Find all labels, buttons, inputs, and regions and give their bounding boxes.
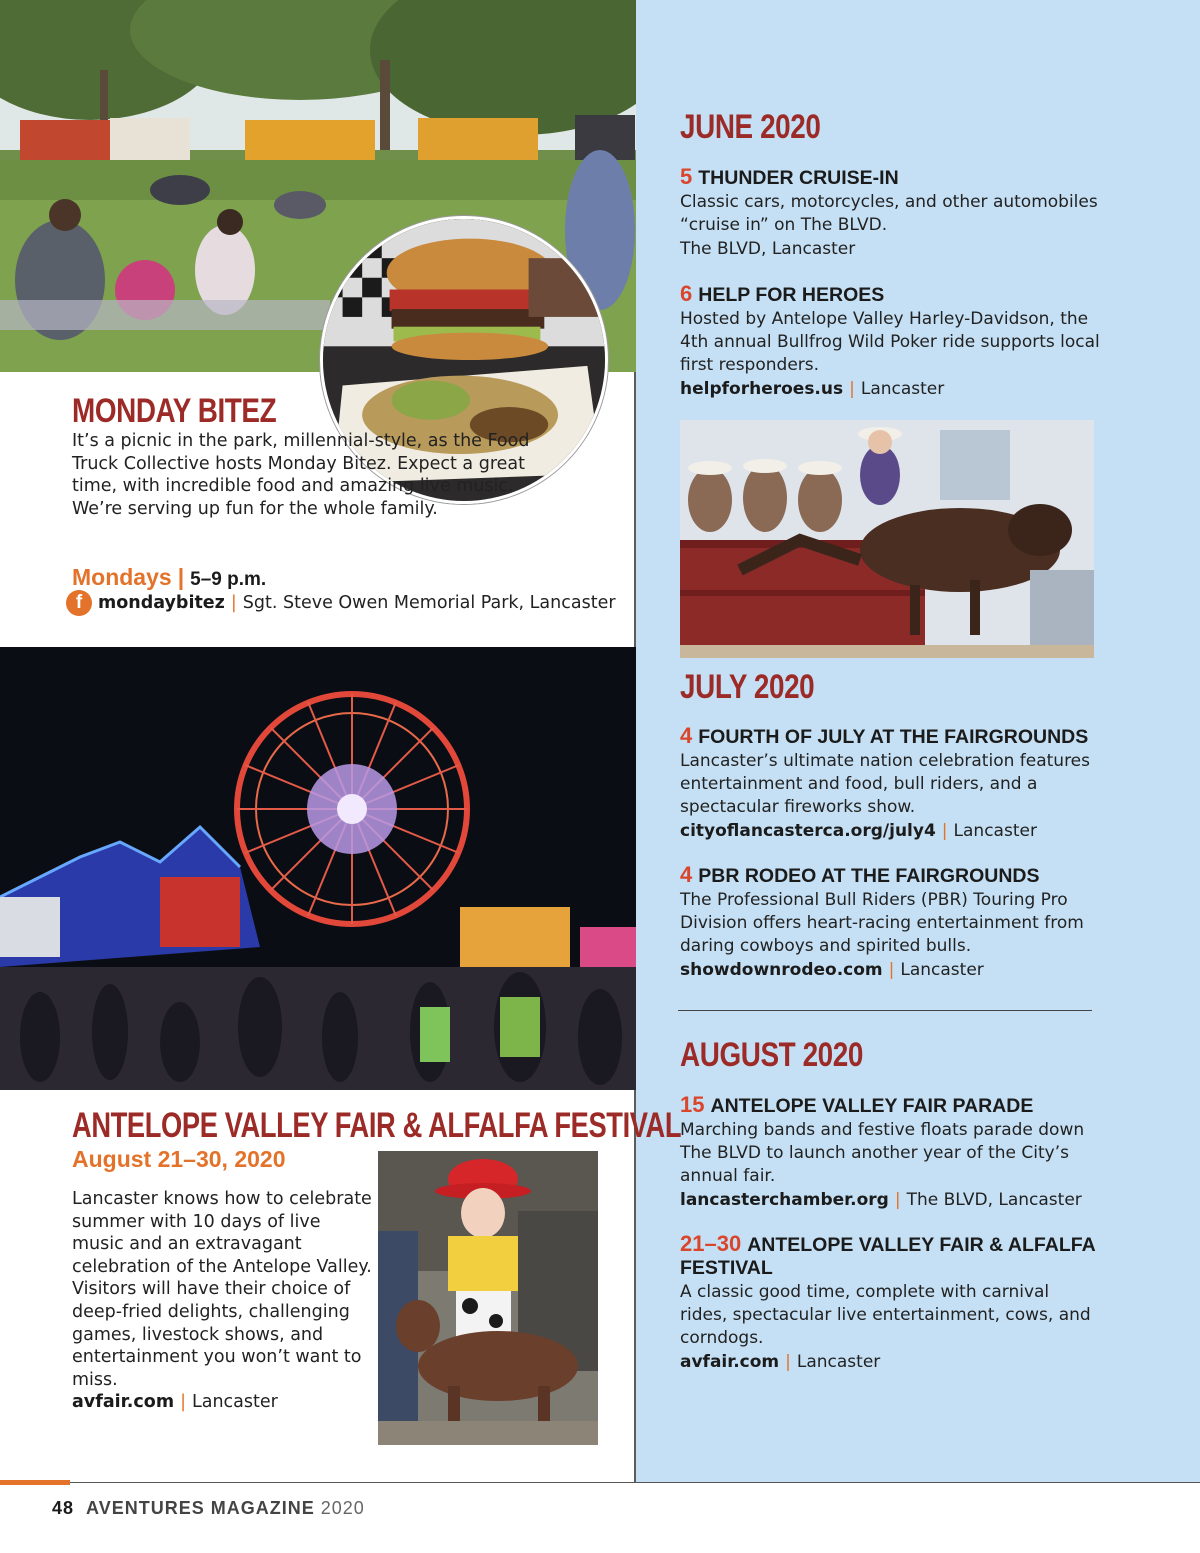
separator: | — [849, 379, 855, 399]
monday-bitez-schedule — [72, 564, 266, 591]
event-heading — [680, 1093, 1100, 1118]
event-description: Hosted by Antelope Valley Harley-Davidson, the 4th annual Bullfrog Wild Poker ride supports local first responders. — [680, 309, 1100, 375]
section-divider — [678, 1010, 1092, 1011]
footer-rule — [0, 1482, 1200, 1483]
monday-bitez-social-handle[interactable]: mondaybitez — [98, 593, 225, 613]
fair-location: Lancaster — [191, 1392, 278, 1413]
event-title: ANTELOPE VALLEY FAIR & ALFALFA FESTIVAL — [680, 1234, 1095, 1279]
event-description: Lancaster’s ultimate nation celebration features entertainment and food, bull riders, and a spectacular fireworks show. — [680, 751, 1091, 817]
event-thunder-cruise-in — [680, 165, 1100, 261]
footer-accent-bar — [0, 1480, 70, 1485]
fair-description: Lancaster knows how to celebrate summer with 10 days of live music and an extravagant celebration of the Antelope Valley. Visitors will have their choice of deep-fried delights, challenging games, livestock shows, and entertainment you won’t want to miss. — [72, 1189, 372, 1390]
event-description: Classic cars, motorcycles, and other automobiles “cruise in” on The BLVD. — [680, 192, 1098, 235]
event-location: Lancaster — [953, 821, 1037, 841]
magazine-year: 2020 — [320, 1498, 365, 1518]
event-date: 4 — [680, 723, 693, 748]
event-url[interactable]: showdownrodeo.com — [680, 960, 883, 980]
event-date: 6 — [680, 281, 693, 306]
event-title: PBR RODEO AT THE FAIRGROUNDS — [698, 865, 1040, 887]
separator: | — [941, 821, 948, 841]
monday-bitez-day: Mondays — [72, 564, 172, 590]
event-date: 21–30 — [680, 1231, 742, 1256]
month-heading-july: JULY 2020 — [680, 668, 815, 706]
event-location: Lancaster — [860, 379, 945, 399]
separator: | — [785, 1352, 791, 1372]
event-url[interactable]: avfair.com — [680, 1352, 780, 1372]
separator: | — [894, 1190, 901, 1210]
event-heading — [680, 863, 1100, 888]
event-location: Lancaster — [796, 1352, 881, 1372]
event-fourth-of-july — [680, 724, 1100, 843]
separator: | — [180, 1392, 186, 1413]
event-heading — [680, 1232, 1100, 1280]
fair-link-line — [72, 1391, 372, 1414]
month-heading-june: JUNE 2020 — [680, 108, 821, 146]
separator: | — [177, 564, 185, 590]
event-date: 5 — [680, 164, 693, 189]
separator: | — [230, 593, 237, 613]
event-description: A classic good time, complete with carnival rides, spectacular live entertainment, cows, and corndogs. — [680, 1282, 1091, 1348]
event-description: Marching bands and festive floats parade down The BLVD to launch another year of the City’s annual fair. — [680, 1120, 1085, 1186]
event-url[interactable]: lancasterchamber.org — [680, 1190, 889, 1210]
event-link-line — [680, 378, 1100, 401]
fair-dates: August 21–30, 2020 — [72, 1146, 286, 1172]
event-fair-festival — [680, 1232, 1100, 1374]
event-pbr-rodeo — [680, 863, 1100, 982]
monday-bitez-location: Sgt. Steve Owen Memorial Park, Lancaster — [242, 593, 616, 613]
month-heading-august: AUGUST 2020 — [680, 1036, 863, 1074]
page-number: 48 — [52, 1498, 75, 1518]
separator: | — [888, 960, 895, 980]
event-description: The Professional Bull Riders (PBR) Touring Pro Division offers heart-racing entertainment from daring cowboys and spirited bulls. — [680, 890, 1084, 956]
event-fair-parade — [680, 1093, 1100, 1212]
event-heading — [680, 724, 1100, 749]
event-heading — [680, 165, 1100, 190]
fair-title: ANTELOPE VALLEY FAIR & ALFALFA FESTIVAL — [72, 1106, 682, 1145]
fair-description-block — [72, 1188, 372, 1414]
monday-bitez-location-line — [66, 590, 616, 616]
event-heading — [680, 282, 1100, 307]
monday-bitez-title: MONDAY BITEZ — [72, 392, 277, 430]
page-footer — [52, 1498, 365, 1519]
event-url[interactable]: cityoflancasterca.org/july4 — [680, 821, 936, 841]
event-location: The BLVD, Lancaster — [906, 1190, 1082, 1210]
event-location: Lancaster — [900, 960, 984, 980]
event-help-for-heroes — [680, 282, 1100, 401]
girl-with-goat-photo — [378, 1151, 598, 1445]
monday-bitez-time: 5–9 p.m. — [190, 569, 267, 590]
event-link-line — [680, 959, 1100, 982]
event-title: FOURTH OF JULY AT THE FAIRGROUNDS — [698, 726, 1089, 748]
event-location: The BLVD, Lancaster — [680, 239, 856, 259]
facebook-icon: f — [66, 590, 92, 616]
event-title: THUNDER CRUISE-IN — [698, 167, 899, 189]
event-date: 15 — [680, 1092, 705, 1117]
event-link-line — [680, 1351, 1100, 1374]
magazine-name: AVENTURES MAGAZINE — [86, 1498, 315, 1518]
fair-ferris-wheel-photo — [0, 647, 636, 1090]
event-date: 4 — [680, 862, 693, 887]
event-link-line — [680, 820, 1100, 843]
event-title: HELP FOR HEROES — [698, 284, 885, 306]
monday-bitez-description: It’s a picnic in the park, millennial-style, as the Food Truck Collective hosts Monday Bitez. Expect a great time, with incredible food and amazing live music. We’re serving up fun for the whole family. — [72, 431, 530, 519]
event-title: ANTELOPE VALLEY FAIR PARADE — [710, 1095, 1034, 1117]
fair-url[interactable]: avfair.com — [72, 1392, 175, 1413]
event-link-line — [680, 1189, 1100, 1212]
bull-rider-rodeo-photo — [680, 420, 1094, 658]
event-url[interactable]: helpforheroes.us — [680, 379, 844, 399]
